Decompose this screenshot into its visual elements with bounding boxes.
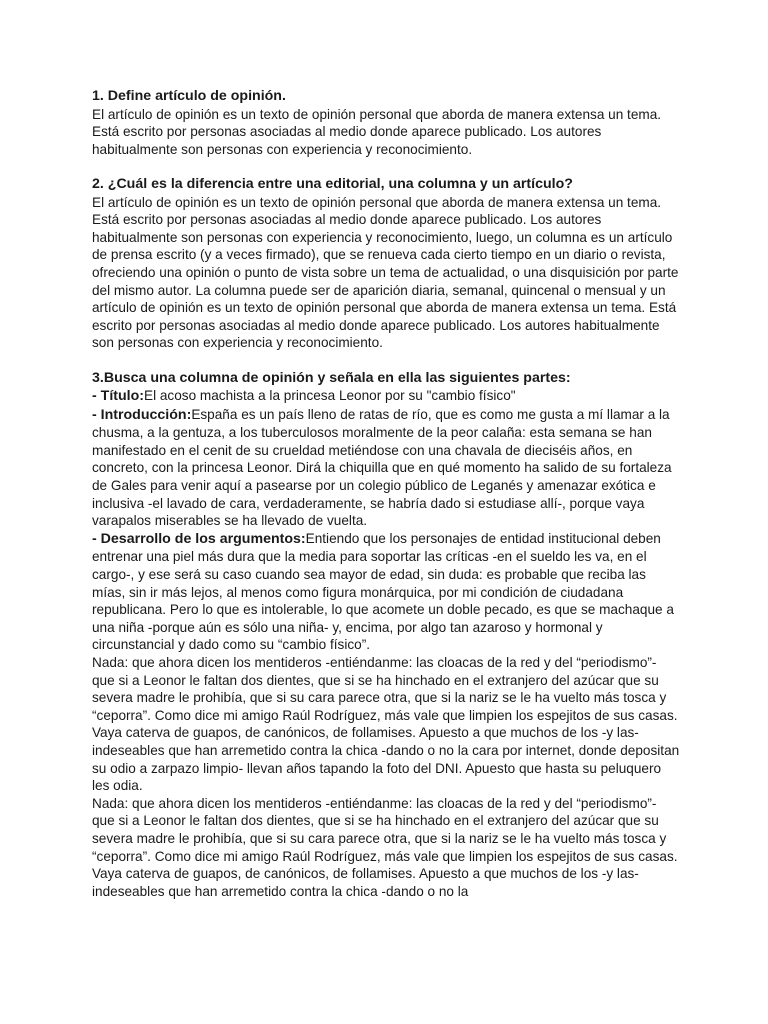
question-3-heading: 3.Busca una columna de opinión y señala en ella las siguientes partes:	[92, 369, 571, 386]
part-arguments	[92, 530, 682, 654]
part-title-text: El acoso machista a la princesa Leonor por su "cambio físico"	[144, 388, 516, 404]
part-introduction-text: España es un país lleno de ratas de río, que es como me gusta a mí llamar a la chusma, a la gentuza, a los tuberculosos moralmente de la peor calaña: esta semana se han manifestado en el cenit de su crueldad metiéndose con una chavala de dieciséis años, en concreto, con la princesa Leonor. Dirá la chiquilla que en qué momento ha salido de su fortaleza de Gales para venir aquí a pasearse por un colegio público de Leganés y amenazar exótica e inclusiva -el lavado de cara, verdaderamente, se habría dado si estudiase allí-, porque vaya varapalos miserables se ha llevado de vuelta.	[92, 406, 672, 529]
part-arguments-label: - Desarrollo de los argumentos:	[92, 530, 306, 547]
part-introduction	[92, 406, 682, 530]
question-1-heading: 1. Define artículo de opinión.	[92, 88, 286, 104]
document-content	[92, 88, 682, 900]
article-paragraph: Nada: que ahora dicen los mentideros -entiéndanme: las cloacas de la red y del “periodismo”- que si a Leonor le faltan dos dientes, que si se ha hinchado en el extranjero del azúcar que su severa madre le prohibía, que si su cara parece otra, que si la nariz se le ha vuelto más tosca y “ceporra”. Como dice mi amigo Raúl Rodríguez, más vale que limpien los espejitos de sus casas. Vaya caterva de guapos, de canónicos, de follamises. Apuesto a que muchos de los -y las- indeseables que han arremetido contra la chica -dando o no la	[92, 795, 678, 899]
question-2-heading: 2. ¿Cuál es la diferencia entre una editorial, una columna y un artículo?	[92, 175, 573, 192]
article-paragraph: Nada: que ahora dicen los mentideros -entiéndanme: las cloacas de la red y del “periodismo”- que si a Leonor le faltan dos dientes, que si se ha hinchado en el extranjero del azúcar que su severa madre le prohibía, que si su cara parece otra, que si la nariz se le ha vuelto más tosca y “ceporra”. Como dice mi amigo Raúl Rodríguez, más vale que limpien los espejitos de sus casas. Vaya caterva de guapos, de canónicos, de follamises. Apuesto a que muchos de los -y las- indeseables que han arremetido contra la chica -dando o no la cara por internet, donde depositan su odio a zarpazo limpio- llevan años tapando la foto del DNI. Apuesto que hasta su peluquero les odia.	[92, 655, 680, 794]
spacer	[92, 352, 682, 370]
part-title-label: - Título:	[92, 388, 144, 405]
question-2-answer: El artículo de opinión es un texto de opinión personal que aborda de manera extensa un tema. Está escrito por personas asociadas al medio donde aparece publicado. Los autores habitualmente son personas con experiencia y reconocimiento, luego, un columna es un artículo de prensa escrito (y a veces firmado), que se renueva cada cierto tiempo en un diario o revista, ofreciendo una opinión o punto de vista sobre un tema de actualidad, o una disquisición por parte del mismo autor. La columna puede ser de aparición diaria, semanal, quincenal o mensual y un artículo de opinión es un texto de opinión personal que aborda de manera extensa un tema. Está escrito por personas asociadas al medio donde aparece publicado. Los autores habitualmente son personas con experiencia y reconocimiento.	[92, 194, 679, 351]
part-title	[92, 387, 682, 406]
question-1-answer: El artículo de opinión es un texto de opinión personal que aborda de manera extensa un tema. Está escrito por personas asociadas al medio donde aparece publicado. Los autores habitualmente son personas con experiencia y reconocimiento.	[92, 106, 662, 157]
part-introduction-label: - Introducción:	[92, 406, 192, 423]
spacer	[92, 158, 682, 176]
part-arguments-text: Entiendo que los personajes de entidad institucional deben entrenar una piel más dura que la media para soportar las críticas -en el sueldo les va, en el cargo-, y ese será su caso cuando sea mayor de edad, sin duda: es probable que reciba las mías, sin ir más lejos, al menos como figura monárquica, por mi condición de ciudadana republicana. Pero lo que es intolerable, lo que acomete un doble pecado, es que se machaque a una niña -porque aún es sólo una niña- y, encima, por algo tan azaroso y hormonal y circunstancial y dado como su “cambio físico”.	[92, 530, 674, 653]
